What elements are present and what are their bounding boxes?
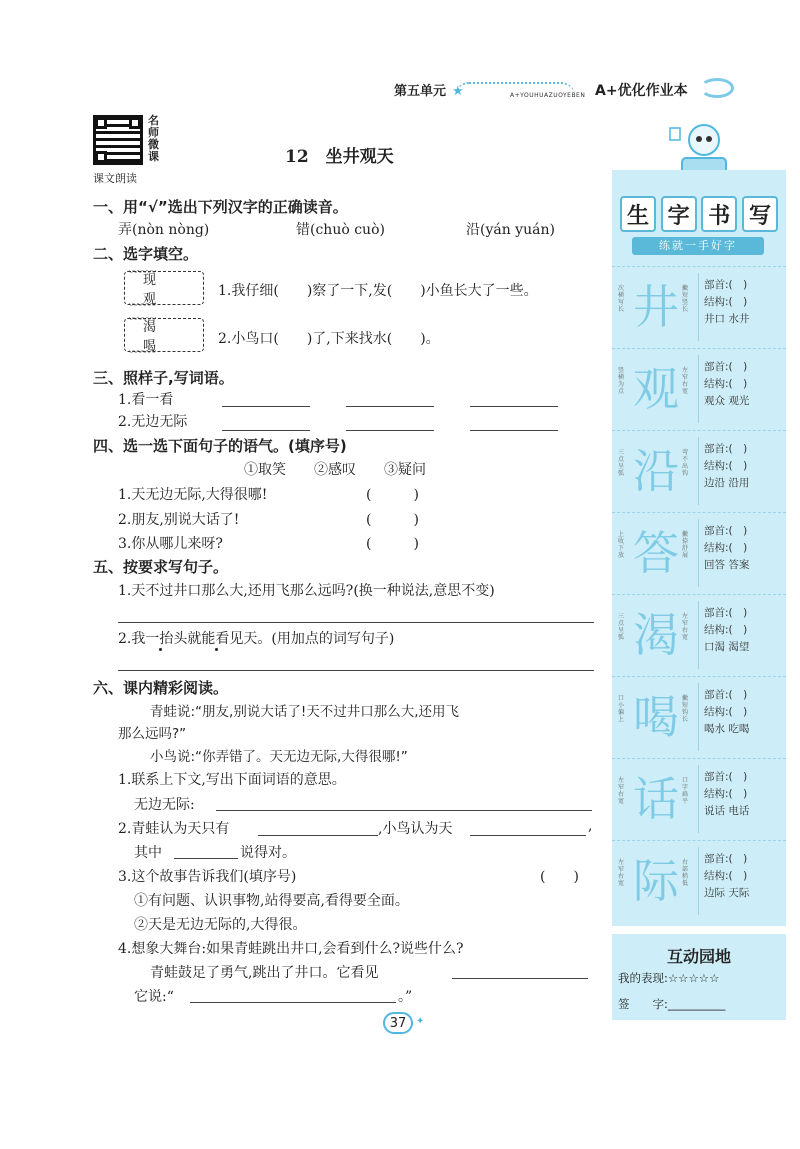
fill-question-1[interactable]: 1.我仔细( )察了一下,发( )小鱼长大了一些。 <box>218 283 538 299</box>
answer-line[interactable] <box>222 430 310 431</box>
stroke-tip-right: 左窄右宽 <box>682 613 689 641</box>
answer-paren[interactable]: ( ) <box>366 487 419 503</box>
unit-label: 第五单元 <box>394 84 447 99</box>
answer-line[interactable] <box>470 835 586 836</box>
char-row <box>612 676 786 756</box>
char-info <box>704 441 749 492</box>
structure-field[interactable]: 结构:( ) <box>704 296 748 308</box>
radical-field[interactable]: 部首:( ) <box>704 361 748 373</box>
stroke-tip-left: 次横写长 <box>618 285 625 313</box>
passage-line-1: 青蛙说:“朋友,别说大话了!天不过井口那么大,还用飞 <box>150 704 460 720</box>
emphasis-dot <box>215 648 218 651</box>
divider <box>698 847 699 915</box>
stroke-tip-left: 口小偏上 <box>618 695 625 723</box>
passage-line-2: 那么远吗?” <box>118 726 187 742</box>
stroke-tip-left: 左窄右宽 <box>618 777 625 805</box>
example-words: 观众 观光 <box>704 395 750 407</box>
stroke-tip-right: 右部稍低 <box>682 859 689 887</box>
radical-field[interactable]: 部首:( ) <box>704 443 748 455</box>
divider <box>698 519 699 587</box>
answer-paren[interactable]: ( ) <box>366 512 419 528</box>
stroke-tip-right: 弯不出钩 <box>682 449 689 477</box>
answer-line[interactable] <box>190 1002 396 1003</box>
sidebar-title <box>620 196 778 236</box>
char-info <box>704 769 749 820</box>
divider <box>698 683 699 751</box>
stroke-tip-left: 三点呈弧 <box>618 449 625 477</box>
char-info <box>704 851 749 902</box>
structure-field[interactable]: 结构:( ) <box>704 870 748 882</box>
answer-line[interactable] <box>470 406 558 407</box>
interact-title: 互动园地 <box>666 947 731 966</box>
stroke-tip-left: 竖横为点 <box>618 367 625 395</box>
radical-field[interactable]: 部首:( ) <box>704 689 748 701</box>
tone-question-1: 1.天无边无际,大得很哪! <box>118 487 268 503</box>
example-words: 喝水 吃喝 <box>704 723 750 735</box>
structure-field[interactable]: 结构:( ) <box>704 706 748 718</box>
word-box-1: 〰〰〰 现观 〰〰〰 <box>124 271 204 305</box>
char-row <box>612 512 786 592</box>
char-row <box>612 840 786 920</box>
section-4-heading: 四、选一选下面句子的语气。(填序号) <box>93 437 347 455</box>
divider <box>698 601 699 669</box>
reading-question-2-c: , <box>588 818 593 834</box>
char-row <box>612 594 786 674</box>
stroke-tip-left: 上收下放 <box>618 531 625 559</box>
example-words: 回答 答案 <box>704 559 750 571</box>
answer-line[interactable] <box>118 670 594 671</box>
answer-paren[interactable]: ( ) <box>540 869 579 885</box>
answer-line[interactable] <box>118 622 594 623</box>
qr-code[interactable] <box>93 115 143 165</box>
example-words: 井口 水井 <box>704 313 750 325</box>
star-icon: ★ <box>452 84 464 99</box>
practice-char: 喝 <box>633 690 679 744</box>
radical-field[interactable]: 部首:( ) <box>704 853 748 865</box>
qr-caption: 课文朗读 <box>93 172 137 185</box>
radical-field[interactable]: 部首:( ) <box>704 771 748 783</box>
answer-line[interactable] <box>258 835 378 836</box>
stroke-tip-right: 撇短钩长 <box>682 695 689 723</box>
sidebar-subtitle: 练就一手好字 <box>632 237 764 255</box>
practice-char: 答 <box>633 526 679 580</box>
stroke-tip-right: 口字扁平 <box>682 777 689 805</box>
stroke-tip-right: 左窄右宽 <box>682 367 689 395</box>
reading-question-1-term: 无边无际: <box>134 797 195 813</box>
reading-option-2: ②天是无边无际的,大得很。 <box>134 917 307 933</box>
structure-field[interactable]: 结构:( ) <box>704 378 748 390</box>
char-info <box>704 523 749 574</box>
passage-line-3: 小鸟说:“你弄错了。天无边无际,大得很哪!” <box>150 749 408 765</box>
series-title: A+优化作业本 <box>595 83 688 99</box>
radical-field[interactable]: 部首:( ) <box>704 525 748 537</box>
example-words: 边际 天际 <box>704 887 750 899</box>
star-icon: ✦ <box>416 1016 425 1027</box>
page-number: 37 <box>383 1012 413 1034</box>
char-row <box>612 348 786 428</box>
char-info <box>704 687 749 738</box>
reading-question-2-b: ,小鸟认为天 <box>378 821 453 837</box>
char-info <box>704 359 749 410</box>
practice-char: 观 <box>633 362 679 416</box>
practice-char: 际 <box>633 854 679 908</box>
practice-char: 渴 <box>633 608 679 662</box>
radical-field[interactable]: 部首:( ) <box>704 607 748 619</box>
structure-field[interactable]: 结构:( ) <box>704 624 748 636</box>
answer-line[interactable] <box>216 810 592 811</box>
divider <box>698 437 699 505</box>
reading-question-2-d: 其中 <box>134 845 162 861</box>
divider <box>698 355 699 423</box>
series-subtitle: A+YOUHUAZUOYEBEN <box>510 92 586 99</box>
section-1-heading: 一、用“√”选出下列汉字的正确读音。 <box>93 198 348 216</box>
reading-question-4: 4.想象大舞台:如果青蛙跳出井口,会看到什么?说些什么? <box>118 941 464 957</box>
practice-char: 话 <box>633 772 679 826</box>
pinyin-item-2[interactable]: 错(chuò cuò) <box>296 222 385 238</box>
emphasis-dot <box>159 648 162 651</box>
reading-question-4-a: 青蛙鼓足了勇气,跳出了井口。它看见 <box>150 965 379 981</box>
reading-question-1: 1.联系上下文,写出下面词语的意思。 <box>118 772 346 788</box>
performance-rating[interactable]: 我的表现:☆☆☆☆☆ <box>618 971 720 985</box>
word-box-2: 〰〰〰 渴喝 〰〰〰 <box>124 318 204 352</box>
pinyin-item-1[interactable]: 弄(nòn nòng) <box>118 222 210 238</box>
divider <box>698 273 699 341</box>
answer-line[interactable] <box>346 430 434 431</box>
stroke-tip-left: 三点呈弧 <box>618 613 625 641</box>
structure-field[interactable]: 结构:( ) <box>704 542 748 554</box>
fill-question-2[interactable]: 2.小鸟口( )了,下来找水( )。 <box>218 331 440 347</box>
answer-line[interactable] <box>346 406 434 407</box>
section-2-heading: 二、选字填空。 <box>93 245 199 263</box>
swirl-icon <box>700 78 734 98</box>
sidebar-title-char: 书 <box>701 196 737 232</box>
structure-field[interactable]: 结构:( ) <box>704 788 748 800</box>
example-words: 边沿 沿用 <box>704 477 750 489</box>
char-row <box>612 758 786 838</box>
reading-question-4-c: 。” <box>398 989 413 1005</box>
char-info <box>704 277 749 328</box>
tone-question-3: 3.你从哪儿来呀? <box>118 536 223 552</box>
radical-field[interactable]: 部首:( ) <box>704 279 748 291</box>
section-3-heading: 三、照样子,写词语。 <box>93 369 234 387</box>
answer-line[interactable] <box>174 858 238 859</box>
char-info <box>704 605 749 656</box>
sidebar-title-char: 字 <box>661 196 697 232</box>
reading-question-4-b: 它说:“ <box>134 989 174 1005</box>
tone-question-2: 2.朋友,别说大话了! <box>118 512 240 528</box>
section-5-heading: 五、按要求写句子。 <box>93 558 229 576</box>
practice-char: 井 <box>633 280 679 334</box>
reading-option-1: ①有问题、认识事物,站得要高,看得要全面。 <box>134 893 409 909</box>
sentence-question-1: 1.天不过井口那么大,还用飞那么远吗?(换一种说法,意思不变) <box>118 583 495 599</box>
stroke-tip-left: 左窄右宽 <box>618 859 625 887</box>
sidebar-title-char: 生 <box>620 196 656 232</box>
structure-field[interactable]: 结构:( ) <box>704 460 748 472</box>
sidebar-title-char: 写 <box>742 196 778 232</box>
stroke-tip-right: 撇捺舒展 <box>682 531 689 559</box>
practice-char: 沿 <box>633 444 679 498</box>
lesson-title: 12 坐井观天 <box>285 147 394 167</box>
pinyin-item-3[interactable]: 沿(yán yuán) <box>466 222 555 238</box>
qr-tag: 名师微课 <box>148 114 159 163</box>
answer-line[interactable] <box>452 978 588 979</box>
signature-field[interactable]: 签 字:__________ <box>618 997 726 1011</box>
example-words: 口渴 渴望 <box>704 641 750 653</box>
divider <box>698 765 699 833</box>
answer-paren[interactable]: ( ) <box>366 536 419 552</box>
example-words: 说话 电话 <box>704 805 750 817</box>
sentence-question-2: 2.我一抬头就能看见天。(用加点的词写句子) <box>118 631 395 647</box>
pattern-1: 1.看一看 <box>118 392 174 408</box>
stroke-tip-right: 撇短竖长 <box>682 285 689 313</box>
reading-question-2-a: 2.青蛙认为天只有 <box>118 821 230 837</box>
char-row <box>612 266 786 346</box>
reading-question-3: 3.这个故事告诉我们(填序号) <box>118 869 297 885</box>
char-row <box>612 430 786 510</box>
pattern-2: 2.无边无际 <box>118 414 188 430</box>
tone-options: ①取笑 ②感叹 ③疑问 <box>244 462 426 478</box>
answer-line[interactable] <box>470 430 558 431</box>
answer-line[interactable] <box>222 406 310 407</box>
section-6-heading: 六、课内精彩阅读。 <box>93 679 229 697</box>
reading-question-2-e: 说得对。 <box>240 845 296 861</box>
